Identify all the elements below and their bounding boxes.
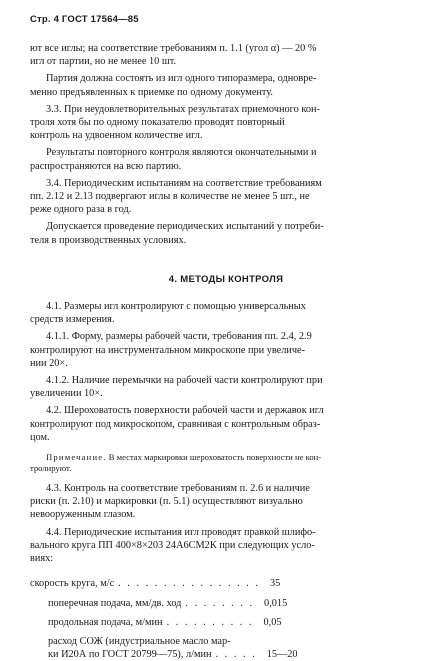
text-line: невооруженным глазом. <box>30 509 136 521</box>
paragraph-3-4 <box>30 177 422 217</box>
text-line: распространяются на всю партию. <box>30 160 182 172</box>
text-line: виях: <box>30 553 54 565</box>
paragraph-3-3 <box>30 103 422 143</box>
leader-dots: . . . . . <box>215 649 257 661</box>
text-line: менно предъявленных к приемке по одному документу. <box>30 86 273 98</box>
condition-row <box>30 597 422 610</box>
text-line: 3.3. При неудовлетворительных результатах приемочного кон- <box>46 103 320 115</box>
text-line: Допускается проведение периодических испытаний у потреби- <box>46 221 324 233</box>
section-title: 4. МЕТОДЫ КОНТРОЛЯ <box>168 273 284 285</box>
text-line: 4.4. Периодические испытания игл проводят правкой шлифо- <box>46 526 316 538</box>
condition-row <box>30 577 422 590</box>
condition-row <box>48 648 422 661</box>
condition-label: ки И20А по ГОСТ 20799—75), л/мин <box>48 649 212 661</box>
note-label: Примечание. <box>46 452 107 463</box>
condition-row <box>30 616 422 629</box>
text-line: пп. 2.12 и 2.13 подвергают иглы в количестве не менее 5 шт., не <box>30 191 310 203</box>
note-line: тролируют. <box>30 463 72 474</box>
condition-label: поперечная подача, мм/дв. ход <box>48 597 182 609</box>
condition-label: расход СОЖ (индустриальное масло мар- <box>48 635 231 647</box>
paragraph-4-1 <box>30 300 422 326</box>
paragraph-4-2 <box>30 404 422 444</box>
paragraph-4-3 <box>30 482 422 522</box>
text-line: нии 20×. <box>30 357 68 369</box>
paragraph-sampling <box>30 42 422 68</box>
coolant-condition <box>30 635 422 661</box>
condition-value: 0,05 <box>263 616 282 628</box>
condition-label: продольная подача, м/мин <box>48 616 163 628</box>
paragraph-periodic-tests <box>30 220 422 246</box>
conditions-list <box>30 577 422 661</box>
leader-dots: . . . . . . . . . . . . . . . . <box>118 578 260 590</box>
text-line: Партия должна состоять из игл одного типоразмера, одновре- <box>46 73 317 85</box>
paragraph-4-4 <box>30 526 422 566</box>
text-line: контролируют на инструментальном микроскопе при увеличе- <box>30 344 306 356</box>
text-line: 4.2. Шероховатость поверхности рабочей части и державок игл <box>46 405 324 417</box>
paragraph-repeat-control <box>30 146 422 172</box>
text-line: цом. <box>30 431 50 443</box>
leader-dots: . . . . . . . . . . <box>166 616 254 628</box>
text-line: реже одного раза в год. <box>30 204 132 216</box>
text-line: средств измерения. <box>30 314 115 326</box>
page-header: Стр. 4 ГОСТ 17564—85 <box>30 14 139 25</box>
note <box>30 452 422 474</box>
text-line: 3.4. Периодическим испытаниям на соответствие требованиям <box>46 177 322 189</box>
text-line: 4.1.2. Наличие перемычки на рабочей части контролируют при <box>46 375 323 387</box>
document-body <box>30 42 422 661</box>
text-line: 4.1. Размеры игл контролируют с помощью универсальных <box>46 301 306 313</box>
paragraph-4-1-1 <box>30 330 422 370</box>
text-line: Результаты повторного контроля являются окончательными и <box>46 147 317 159</box>
text-line: ют все иглы; на соответствие требованиям п. 1.1 (угол α) — 20 % <box>30 43 317 54</box>
text-line: вального круга ПП 400×8×203 24А6СМ2К при следующих усло- <box>30 539 315 551</box>
note-line <box>30 452 422 463</box>
text-line: троля хотя бы по одному показателю проводят повторный <box>30 117 285 129</box>
leader-dots: . . . . . . . . <box>185 597 255 609</box>
paragraph-4-1-2 <box>30 374 422 400</box>
text-line: игл от партии, но не менее 10 шт. <box>30 56 177 68</box>
condition-value: 35 <box>269 578 281 590</box>
condition-value: 0,015 <box>264 597 288 609</box>
condition-value: 15—20 <box>266 649 298 661</box>
text-line: увеличении 10×. <box>30 388 103 400</box>
text-line: теля в производственных условиях. <box>30 234 187 246</box>
text-line: контроль на удвоенном количестве игл. <box>30 130 203 142</box>
condition-label: скорость круга, м/с <box>30 578 115 590</box>
paragraph-batch <box>30 72 422 98</box>
text-line: 4.3. Контроль на соответствие требованиям п. 2.6 и наличие <box>46 483 310 495</box>
text-line: 4.1.1. Форму, размеры рабочей части, требования пп. 2.4, 2.9 <box>46 331 312 343</box>
text-line: риски (п. 2.10) и маркировки (п. 5.1) осуществляют визуально <box>30 496 303 508</box>
text-line: контролируют под микроскопом, сравнивая с контрольным образ- <box>30 418 321 430</box>
note-text: В местах маркировки шероховатость поверхности не кон- <box>106 452 322 463</box>
